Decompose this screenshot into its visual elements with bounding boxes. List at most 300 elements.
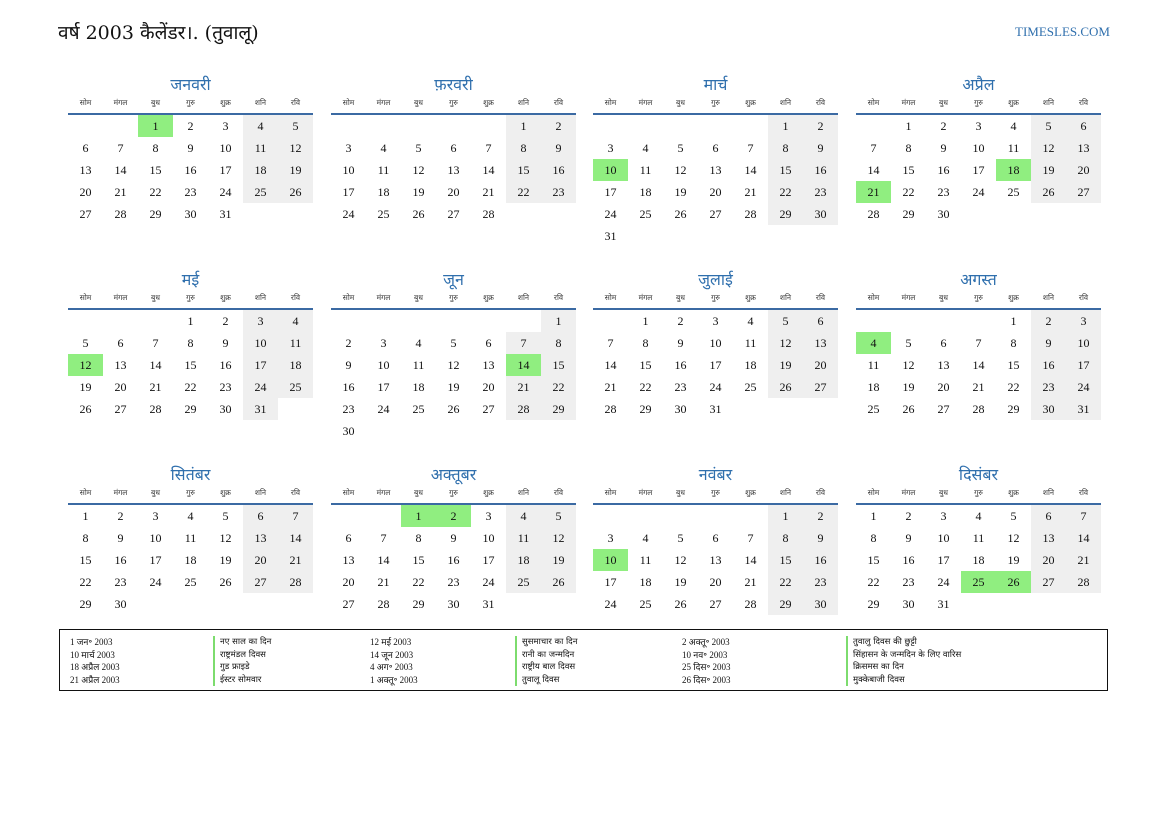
weekday-label: मंगल	[901, 293, 916, 302]
day-cell: 5	[1010, 509, 1017, 523]
day-cell: 19	[902, 380, 915, 394]
holiday-day-cell: 1	[138, 115, 173, 137]
weekday-label: मंगल	[638, 98, 653, 107]
legend-names-column	[846, 636, 961, 686]
weekday-label: शुक्र	[483, 98, 494, 107]
weekday-label: रवि	[1078, 293, 1089, 302]
day-cell: 11	[744, 336, 757, 350]
day-cell: 24	[377, 402, 390, 416]
day-cell: 15	[412, 553, 425, 567]
day-cell: 20	[937, 380, 950, 394]
day-cell: 23	[447, 575, 460, 589]
weekday-label: सोम	[867, 98, 880, 107]
weekday-header	[331, 98, 576, 110]
day-cell: 8	[415, 531, 422, 545]
day-cell: 2	[905, 509, 912, 523]
weekday-label: गुरु	[974, 98, 983, 107]
day-cell: 5	[541, 505, 576, 527]
day-cell: 7	[607, 336, 614, 350]
weekday-label: मंगल	[113, 488, 128, 497]
day-cell: 12	[674, 163, 687, 177]
day-cell: 6	[940, 336, 947, 350]
day-cell: 14	[604, 358, 617, 372]
day-cell: 15	[768, 159, 803, 181]
month-title: फ़रवरी	[434, 75, 473, 94]
day-cell: 13	[447, 163, 460, 177]
day-cell: 2	[345, 336, 352, 350]
day-cell: 20	[709, 575, 722, 589]
day-cell: 6	[1066, 115, 1101, 137]
day-cell: 23	[1031, 376, 1066, 398]
holiday-day-cell: 10	[593, 159, 628, 181]
day-cell: 15	[541, 354, 576, 376]
day-cell: 23	[219, 380, 232, 394]
weekday-label: शनि	[254, 488, 267, 497]
weekday-label: गुरु	[449, 98, 458, 107]
day-cell: 11	[867, 358, 880, 372]
day-cell: 15	[902, 163, 915, 177]
day-cell: 1	[187, 314, 194, 328]
month-title: दिसंबर	[958, 465, 999, 484]
legend-date: 1 अक्तू॰ 2003	[370, 674, 418, 685]
weekday-label: शुक्र	[1008, 98, 1019, 107]
day-cell: 20	[1066, 159, 1101, 181]
day-cell: 21	[972, 380, 985, 394]
weekday-label: गुरु	[186, 98, 195, 107]
legend-holiday-name: राष्ट्रीय बाल दिवस	[515, 661, 577, 674]
day-cell: 15	[639, 358, 652, 372]
day-cell: 4	[1010, 119, 1017, 133]
day-cell: 12	[674, 553, 687, 567]
day-cell: 24	[243, 376, 278, 398]
day-cell: 19	[674, 185, 687, 199]
day-cell: 2	[940, 119, 947, 133]
day-cell: 17	[1066, 354, 1101, 376]
weekday-label: मंगल	[113, 293, 128, 302]
day-cell: 3	[380, 336, 387, 350]
weekday-label: सोम	[342, 488, 355, 497]
month-title: जून	[443, 270, 464, 289]
day-cell: 26	[79, 402, 92, 416]
day-cell: 20	[482, 380, 495, 394]
day-cell: 14	[1066, 527, 1101, 549]
day-cell: 26	[412, 207, 425, 221]
day-cell: 29	[639, 402, 652, 416]
month-title: मार्च	[703, 75, 728, 94]
day-cell: 9	[803, 527, 838, 549]
day-cell: 25	[278, 376, 313, 398]
day-cell: 28	[114, 207, 127, 221]
day-cell: 20	[1031, 549, 1066, 571]
day-cell: 19	[768, 354, 803, 376]
day-cell: 19	[447, 380, 460, 394]
day-cell: 8	[541, 332, 576, 354]
month-title: नवंबर	[698, 465, 733, 484]
day-cell: 4	[380, 141, 387, 155]
day-cell: 25	[184, 575, 197, 589]
weekday-label: रवि	[815, 293, 826, 302]
day-cell: 29	[768, 203, 803, 225]
weekday-label: मंगल	[376, 98, 391, 107]
day-cell: 5	[677, 141, 684, 155]
day-cell: 22	[184, 380, 197, 394]
weekday-label: बुध	[414, 293, 423, 302]
day-cell: 3	[712, 314, 719, 328]
site-link[interactable]: TIMESLES.COM	[1015, 24, 1110, 39]
day-cell: 5	[905, 336, 912, 350]
day-cell: 23	[342, 402, 355, 416]
day-cell: 26	[674, 597, 687, 611]
day-cell: 13	[1031, 527, 1066, 549]
weekday-label: बुध	[676, 98, 685, 107]
day-cell: 4	[642, 141, 649, 155]
day-cell: 2	[187, 119, 194, 133]
day-cell: 9	[677, 336, 684, 350]
day-cell: 11	[412, 358, 425, 372]
day-cell: 15	[768, 549, 803, 571]
day-cell: 1	[768, 505, 803, 527]
day-cell: 17	[149, 553, 162, 567]
day-cell: 17	[219, 163, 232, 177]
day-cell: 5	[677, 531, 684, 545]
day-cell: 6	[803, 310, 838, 332]
day-cell: 6	[712, 141, 719, 155]
day-cell: 31	[482, 597, 495, 611]
day-cell: 24	[342, 207, 355, 221]
day-cell: 7	[1066, 505, 1101, 527]
weekday-label: सोम	[79, 98, 92, 107]
day-cell: 27	[709, 597, 722, 611]
day-cell: 23	[902, 575, 915, 589]
weekday-label: रवि	[290, 488, 301, 497]
day-cell: 16	[937, 163, 950, 177]
holiday-day-cell: 2	[436, 505, 471, 527]
holiday-day-cell: 26	[996, 571, 1031, 593]
day-cell: 3	[345, 141, 352, 155]
day-cell: 22	[506, 181, 541, 203]
day-cell: 21	[482, 185, 495, 199]
day-cell: 25	[243, 181, 278, 203]
month-title: अक्तूबर	[430, 465, 477, 484]
day-cell: 16	[342, 380, 355, 394]
day-cell: 23	[803, 571, 838, 593]
weekday-label: मंगल	[113, 98, 128, 107]
holiday-day-cell: 21	[856, 181, 891, 203]
day-cell: 1	[905, 119, 912, 133]
weekday-label: शुक्र	[1008, 488, 1019, 497]
day-cell: 18	[377, 185, 390, 199]
day-cell: 1	[1010, 314, 1017, 328]
weekday-label: मंगल	[901, 488, 916, 497]
day-cell: 30	[937, 207, 950, 221]
day-cell: 21	[604, 380, 617, 394]
legend-date: 14 जून 2003	[370, 649, 414, 660]
day-cell: 11	[639, 553, 652, 567]
day-cell: 16	[114, 553, 127, 567]
weekday-label: शुक्र	[745, 488, 756, 497]
day-cell: 31	[243, 398, 278, 420]
day-cell: 7	[152, 336, 159, 350]
day-cell: 3	[975, 119, 982, 133]
day-cell: 6	[1031, 505, 1066, 527]
day-cell: 25	[639, 597, 652, 611]
day-cell: 22	[149, 185, 162, 199]
day-cell: 14	[114, 163, 127, 177]
day-cell: 18	[867, 380, 880, 394]
day-cell: 24	[1066, 376, 1101, 398]
legend-date: 1 जन॰ 2003	[70, 637, 113, 647]
weekday-label: शुक्र	[220, 488, 231, 497]
weekday-header	[593, 98, 838, 110]
month-title: जुलाई	[698, 270, 733, 289]
weekday-label: शुक्र	[220, 293, 231, 302]
day-cell: 28	[278, 571, 313, 593]
day-cell: 28	[744, 207, 757, 221]
day-cell: 18	[184, 553, 197, 567]
day-cell: 2	[117, 509, 124, 523]
day-cell: 7	[278, 505, 313, 527]
day-cell: 10	[342, 163, 355, 177]
legend-names-column	[515, 636, 577, 686]
day-cell: 22	[79, 575, 92, 589]
day-cell: 2	[803, 505, 838, 527]
holiday-day-cell: 4	[856, 332, 891, 354]
day-cell: 13	[342, 553, 355, 567]
day-cell: 4	[243, 115, 278, 137]
day-cell: 8	[905, 141, 912, 155]
day-cell: 28	[744, 597, 757, 611]
day-cell: 1	[870, 509, 877, 523]
day-cell: 24	[709, 380, 722, 394]
day-cell: 3	[607, 141, 614, 155]
weekday-label: गुरु	[186, 293, 195, 302]
day-cell: 30	[803, 203, 838, 225]
day-cell: 17	[604, 575, 617, 589]
legend-date: 25 दिस॰ 2003	[682, 662, 731, 672]
weekday-label: रवि	[1078, 488, 1089, 497]
weekday-label: शुक्र	[483, 488, 494, 497]
legend-date: 21 अप्रैल 2003	[70, 674, 120, 685]
legend-holiday-name: ईस्टर सोमवार	[213, 674, 271, 687]
day-cell: 5	[768, 310, 803, 332]
day-cell: 15	[1007, 358, 1020, 372]
holiday-day-cell: 25	[961, 571, 996, 593]
day-cell: 31	[604, 229, 617, 243]
weekday-label: रवि	[553, 293, 564, 302]
day-cell: 12	[768, 332, 803, 354]
day-cell: 3	[607, 531, 614, 545]
weekday-label: शनि	[779, 293, 792, 302]
day-cell: 19	[1007, 553, 1020, 567]
day-cell: 24	[604, 597, 617, 611]
day-cell: 21	[506, 376, 541, 398]
weekday-label: मंगल	[638, 488, 653, 497]
day-cell: 30	[219, 402, 232, 416]
day-cell: 14	[149, 358, 162, 372]
day-cell: 16	[184, 163, 197, 177]
day-cell: 8	[506, 137, 541, 159]
month-title: जनवरी	[170, 75, 211, 94]
day-cell: 19	[278, 159, 313, 181]
day-cell: 28	[604, 402, 617, 416]
day-cell: 23	[937, 185, 950, 199]
day-cell: 29	[79, 597, 92, 611]
day-cell: 13	[937, 358, 950, 372]
weekday-label: मंगल	[376, 293, 391, 302]
weekday-label: शुक्र	[745, 98, 756, 107]
weekday-label: सोम	[79, 488, 92, 497]
day-cell: 26	[278, 181, 313, 203]
weekday-label: शुक्र	[220, 98, 231, 107]
day-cell: 28	[377, 597, 390, 611]
day-cell: 17	[342, 185, 355, 199]
day-cell: 11	[639, 163, 652, 177]
holiday-day-cell: 12	[68, 354, 103, 376]
day-cell: 21	[149, 380, 162, 394]
day-cell: 22	[768, 181, 803, 203]
day-cell: 27	[447, 207, 460, 221]
weekday-header	[856, 293, 1101, 305]
day-cell: 5	[1031, 115, 1066, 137]
day-cell: 8	[768, 527, 803, 549]
day-cell: 7	[870, 141, 877, 155]
day-cell: 23	[184, 185, 197, 199]
day-cell: 28	[482, 207, 495, 221]
weekday-header	[68, 488, 313, 500]
legend-date: 2 अक्तू॰ 2003	[682, 637, 730, 647]
day-cell: 2	[677, 314, 684, 328]
weekday-label: गुरु	[711, 293, 720, 302]
legend-dates-column	[370, 636, 418, 686]
day-cell: 7	[747, 141, 754, 155]
weekday-label: बुध	[414, 488, 423, 497]
day-cell: 27	[482, 402, 495, 416]
day-cell: 9	[905, 531, 912, 545]
day-cell: 30	[902, 597, 915, 611]
weekday-label: रवि	[815, 98, 826, 107]
weekday-label: मंगल	[638, 293, 653, 302]
day-cell: 25	[1007, 185, 1020, 199]
day-cell: 31	[937, 597, 950, 611]
holiday-day-cell: 18	[996, 159, 1031, 181]
day-cell: 11	[1007, 141, 1020, 155]
day-cell: 14	[744, 163, 757, 177]
day-cell: 8	[82, 531, 89, 545]
day-cell: 16	[447, 553, 460, 567]
day-cell: 23	[541, 181, 576, 203]
day-cell: 9	[803, 137, 838, 159]
day-cell: 6	[82, 141, 89, 155]
day-cell: 25	[412, 402, 425, 416]
page-title: वर्ष 2003 कैलेंडर।. (तुवालू)	[58, 22, 259, 44]
legend-holiday-name: तुवालू दिवस	[515, 674, 577, 687]
day-cell: 6	[345, 531, 352, 545]
day-cell: 12	[541, 527, 576, 549]
day-cell: 19	[541, 549, 576, 571]
weekday-label: शुक्र	[745, 293, 756, 302]
day-cell: 16	[803, 549, 838, 571]
day-cell: 28	[972, 402, 985, 416]
weekday-label: सोम	[604, 488, 617, 497]
day-cell: 8	[768, 137, 803, 159]
day-cell: 24	[937, 575, 950, 589]
day-cell: 31	[709, 402, 722, 416]
day-cell: 13	[709, 553, 722, 567]
day-cell: 29	[412, 597, 425, 611]
legend-holiday-name: सिंहासन के जन्मदिन के लिए वारिस	[846, 649, 961, 662]
day-cell: 17	[972, 163, 985, 177]
weekday-label: गुरु	[449, 488, 458, 497]
day-cell: 3	[243, 310, 278, 332]
weekday-label: बुध	[676, 488, 685, 497]
day-cell: 29	[902, 207, 915, 221]
weekday-label: रवि	[815, 488, 826, 497]
day-cell: 26	[902, 402, 915, 416]
weekday-header	[68, 293, 313, 305]
day-cell: 31	[219, 207, 232, 221]
weekday-label: मंगल	[376, 488, 391, 497]
weekday-header	[68, 98, 313, 110]
day-cell: 1	[541, 310, 576, 332]
day-cell: 21	[1066, 549, 1101, 571]
day-cell: 3	[485, 509, 492, 523]
day-cell: 13	[482, 358, 495, 372]
weekday-label: बुध	[151, 293, 160, 302]
day-cell: 29	[768, 593, 803, 615]
day-cell: 2	[541, 115, 576, 137]
day-cell: 11	[278, 332, 313, 354]
day-cell: 26	[447, 402, 460, 416]
day-cell: 14	[867, 163, 880, 177]
day-cell: 25	[639, 207, 652, 221]
day-cell: 29	[867, 597, 880, 611]
day-cell: 20	[243, 549, 278, 571]
day-cell: 10	[243, 332, 278, 354]
day-cell: 14	[482, 163, 495, 177]
day-cell: 10	[709, 336, 722, 350]
weekday-label: शनि	[779, 98, 792, 107]
day-cell: 17	[243, 354, 278, 376]
day-cell: 7	[485, 141, 492, 155]
weekday-label: सोम	[342, 293, 355, 302]
weekday-label: शनि	[779, 488, 792, 497]
day-cell: 27	[79, 207, 92, 221]
day-cell: 1	[82, 509, 89, 523]
day-cell: 28	[1066, 571, 1101, 593]
day-cell: 15	[149, 163, 162, 177]
weekday-header	[856, 488, 1101, 500]
day-cell: 18	[243, 159, 278, 181]
weekday-label: शनि	[1042, 98, 1055, 107]
weekday-label: बुध	[151, 98, 160, 107]
weekday-header	[331, 488, 576, 500]
day-cell: 24	[604, 207, 617, 221]
day-cell: 17	[709, 358, 722, 372]
day-cell: 30	[342, 424, 355, 438]
day-cell: 13	[114, 358, 127, 372]
day-cell: 12	[1007, 531, 1020, 545]
legend-holiday-name: मुक्केबाजी दिवस	[846, 674, 961, 687]
day-cell: 10	[482, 531, 495, 545]
day-cell: 7	[506, 332, 541, 354]
weekday-label: बुध	[676, 293, 685, 302]
day-cell: 19	[1031, 159, 1066, 181]
legend-date: 18 अप्रैल 2003	[70, 662, 120, 672]
holiday-legend	[59, 629, 1108, 691]
day-cell: 20	[447, 185, 460, 199]
day-cell: 18	[972, 553, 985, 567]
day-cell: 10	[972, 141, 985, 155]
